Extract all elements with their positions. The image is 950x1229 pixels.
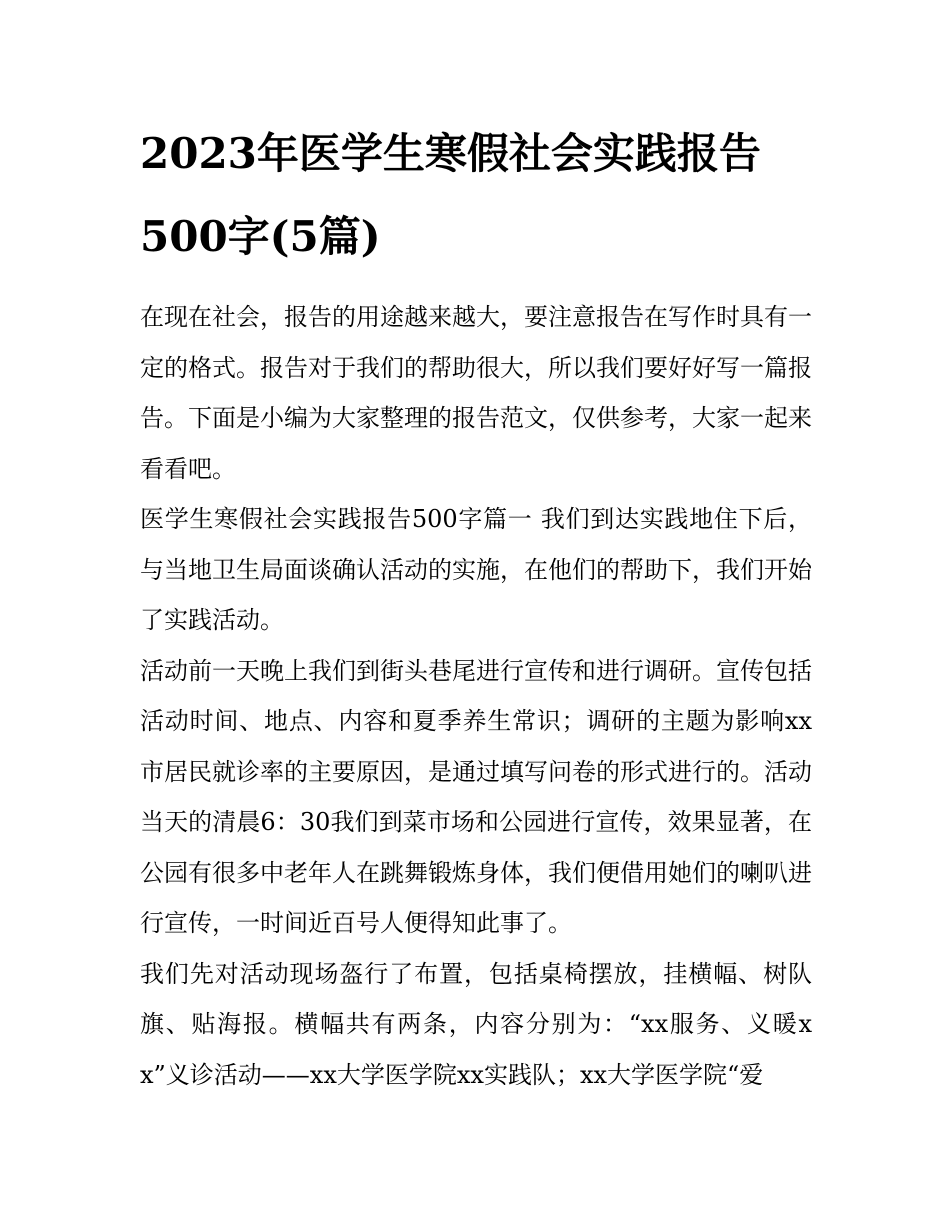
document-body <box>140 112 812 1100</box>
paragraph-2: 活动前一天晚上我们到街头巷尾进行宣传和进行调研。宣传包括活动时间、地点、内容和夏季养生常识；调研的主题为影响xx市居民就诊率的主要原因，是通过填写问卷的形式进行的。活动当天的清晨6：30我们到菜市场和公园进行宣传，效果显著，在公园有很多中老年人在跳舞锻炼身体，我们便借用她们的喇叭进行宣传，一时间近百号人便得知此事了。 <box>140 656 812 937</box>
paragraph-3: 我们先对活动现场盔行了布置，包括桌椅摆放，挂横幅、树队旗、贴海报。横幅共有两条，内容分别为：“xx服务、义暖xx”义诊活动——xx大学医学院xx实践队；xx大学医学院“爱 <box>140 959 812 1089</box>
paragraph-intro: 在现在社会，报告的用途越来越大，要注意报告在写作时具有一定的格式。报告对于我们的帮助很大，所以我们要好好写一篇报告。下面是小编为大家整理的报告范文，仅供参考，大家一起来看看吧。 <box>140 303 812 483</box>
document-title: 2023年医学生寒假社会实践报告500字(5篇) <box>140 129 761 261</box>
paragraph-1: 医学生寒假社会实践报告500字篇一 我们到达实践地住下后，与当地卫生局面谈确认活动的实施，在他们的帮助下，我们开始了实践活动。 <box>140 505 812 634</box>
